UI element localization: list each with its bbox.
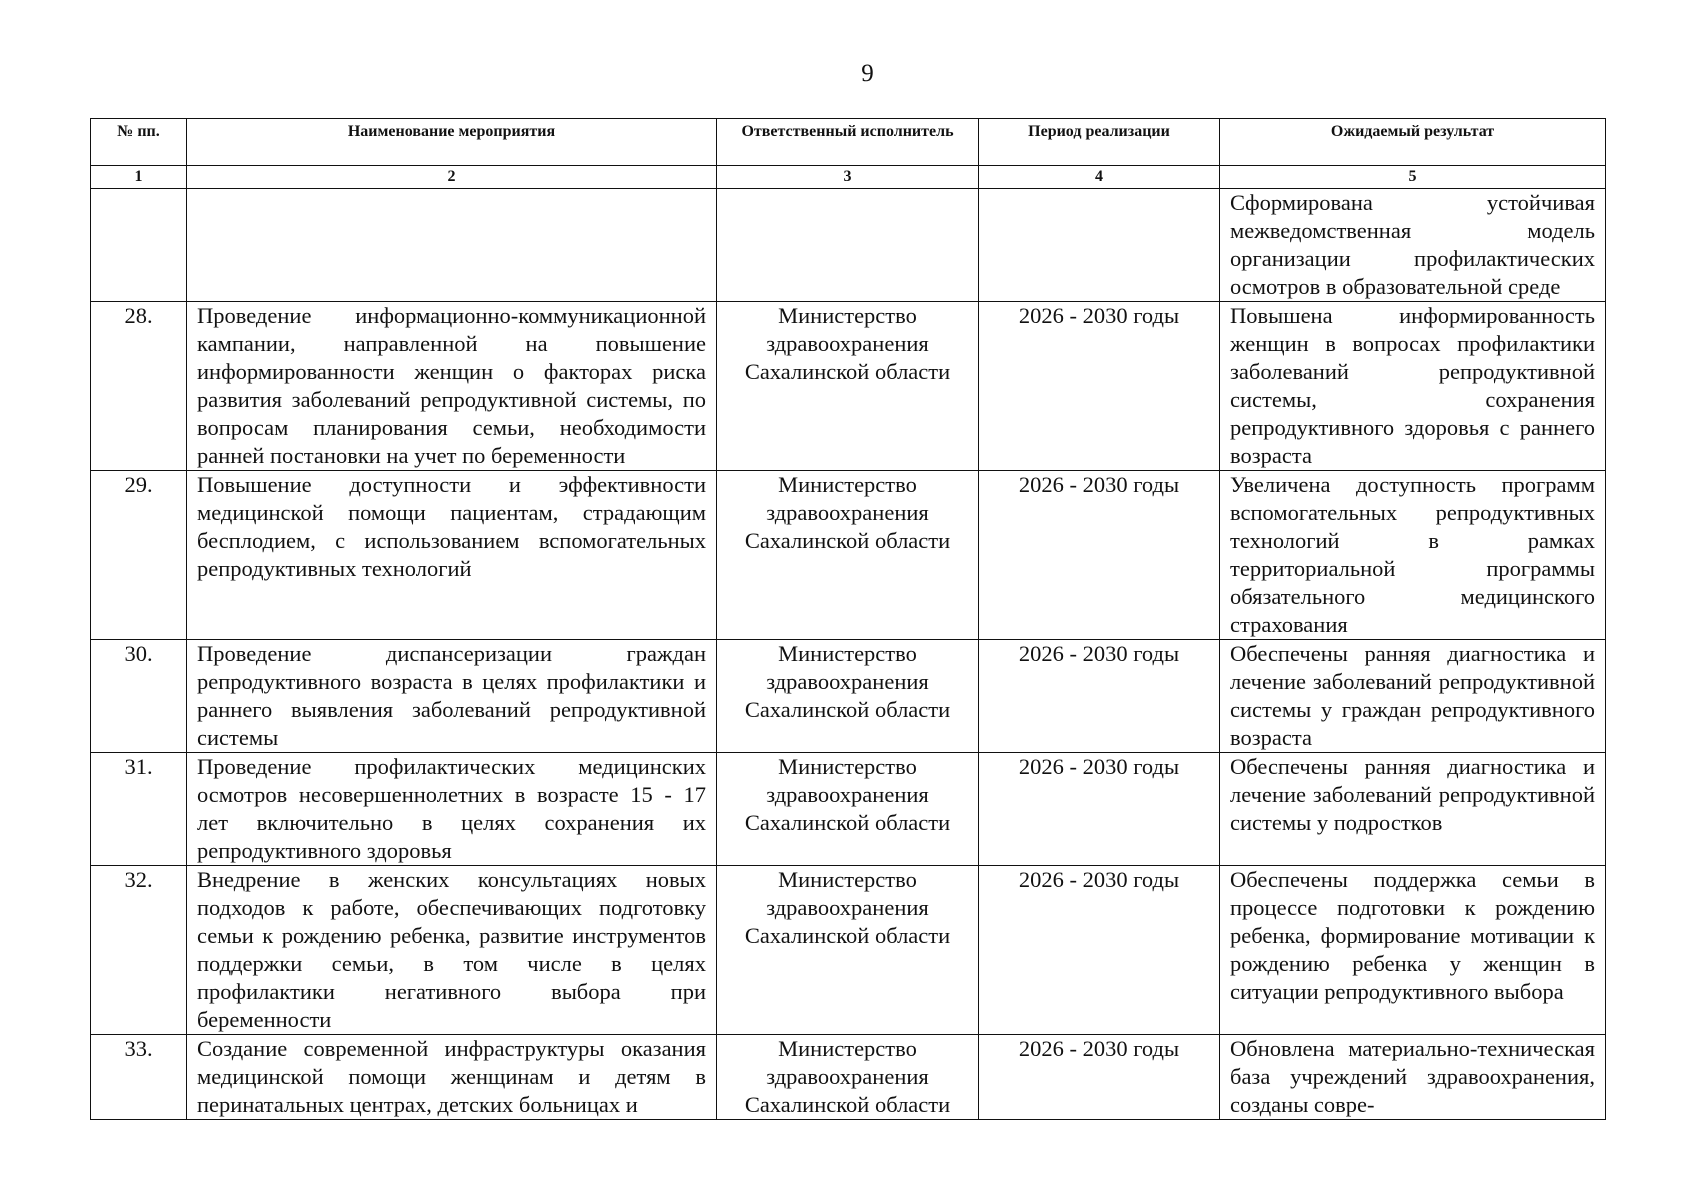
header-name: Наименование мероприятия — [187, 119, 717, 166]
expected-result: Обеспечены ранняя диагностика и лечение заболеваний репродуктивной системы у граждан репродуктивного возраста — [1220, 640, 1606, 753]
expected-result: Обеспечены поддержка семьи в процессе подготовки к рождению ребенка, формирование мотивации к рождению ребенка у женщин в ситуации репродуктивного выбора — [1220, 866, 1606, 1035]
table-row — [91, 866, 1606, 1035]
column-number: 4 — [979, 166, 1220, 189]
period: 2026 - 2030 годы — [979, 753, 1220, 866]
row-number: 30. — [91, 640, 187, 753]
table-row — [91, 1035, 1606, 1120]
header-result: Ожидаемый результат — [1220, 119, 1606, 166]
event-name: Создание современной инфраструктуры оказания медицинской помощи женщинам и детям в перинатальных центрах, детских больницах и — [187, 1035, 717, 1120]
events-table — [90, 118, 1606, 1120]
table-row — [91, 753, 1606, 866]
row-number: 28. — [91, 302, 187, 471]
header-num: № пп. — [91, 119, 187, 166]
event-name: Проведение диспансеризации граждан репродуктивного возраста в целях профилактики и раннего выявления заболеваний репродуктивной системы — [187, 640, 717, 753]
table-header-row — [91, 119, 1606, 166]
executor: Министерство здравоохранения Сахалинской области — [717, 640, 979, 753]
column-number: 3 — [717, 166, 979, 189]
table-row — [91, 471, 1606, 640]
period: 2026 - 2030 годы — [979, 302, 1220, 471]
column-number: 1 — [91, 166, 187, 189]
expected-result: Повышена информированность женщин в вопросах профилактики заболеваний репродуктивной системы, сохранения репродуктивного здоровья с раннего возраста — [1220, 302, 1606, 471]
executor: Министерство здравоохранения Сахалинской области — [717, 753, 979, 866]
event-name: Внедрение в женских консультациях новых подходов к работе, обеспечивающих подготовку семьи к рождению ребенка, развитие инструментов поддержки семьи, в том числе в целях профилактики негативного выбора при беременности — [187, 866, 717, 1035]
header-period: Период реализации — [979, 119, 1220, 166]
row-number: 32. — [91, 866, 187, 1035]
column-number: 2 — [187, 166, 717, 189]
executor — [717, 189, 979, 302]
executor: Министерство здравоохранения Сахалинской области — [717, 471, 979, 640]
row-number — [91, 189, 187, 302]
table-row — [91, 640, 1606, 753]
expected-result: Сформирована устойчивая межведомственная модель организации профилактических осмотров в образовательной среде — [1220, 189, 1606, 302]
period: 2026 - 2030 годы — [979, 471, 1220, 640]
page-number: 9 — [861, 60, 874, 87]
executor: Министерство здравоохранения Сахалинской области — [717, 302, 979, 471]
column-number-row — [91, 166, 1606, 189]
header-executor: Ответственный исполнитель — [717, 119, 979, 166]
expected-result: Обновлена материально-техническая база учреждений здравоохранения, созданы совре- — [1220, 1035, 1606, 1120]
table-row — [91, 189, 1606, 302]
column-number: 5 — [1220, 166, 1606, 189]
period: 2026 - 2030 годы — [979, 866, 1220, 1035]
table-row — [91, 302, 1606, 471]
period — [979, 189, 1220, 302]
row-number: 31. — [91, 753, 187, 866]
expected-result: Увеличена доступность программ вспомогательных репродуктивных технологий в рамках территориальной программы обязательного медицинского страхования — [1220, 471, 1606, 640]
row-number: 33. — [91, 1035, 187, 1120]
event-name: Проведение информационно-коммуникационной кампании, направленной на повышение информированности женщин о факторах риска развития заболеваний репродуктивной системы, по вопросам планирования семьи, необходимости ранней постановки на учет по беременности — [187, 302, 717, 471]
expected-result: Обеспечены ранняя диагностика и лечение заболеваний репродуктивной системы у подростков — [1220, 753, 1606, 866]
row-number: 29. — [91, 471, 187, 640]
period: 2026 - 2030 годы — [979, 640, 1220, 753]
period: 2026 - 2030 годы — [979, 1035, 1220, 1120]
executor: Министерство здравоохранения Сахалинской области — [717, 1035, 979, 1120]
event-name — [187, 189, 717, 302]
event-name: Проведение профилактических медицинских осмотров несовершеннолетних в возрасте 15 - 17 лет включительно в целях сохранения их репродуктивного здоровья — [187, 753, 717, 866]
event-name: Повышение доступности и эффективности медицинской помощи пациентам, страдающим бесплодием, с использованием вспомогательных репродуктивных технологий — [187, 471, 717, 640]
executor: Министерство здравоохранения Сахалинской области — [717, 866, 979, 1035]
